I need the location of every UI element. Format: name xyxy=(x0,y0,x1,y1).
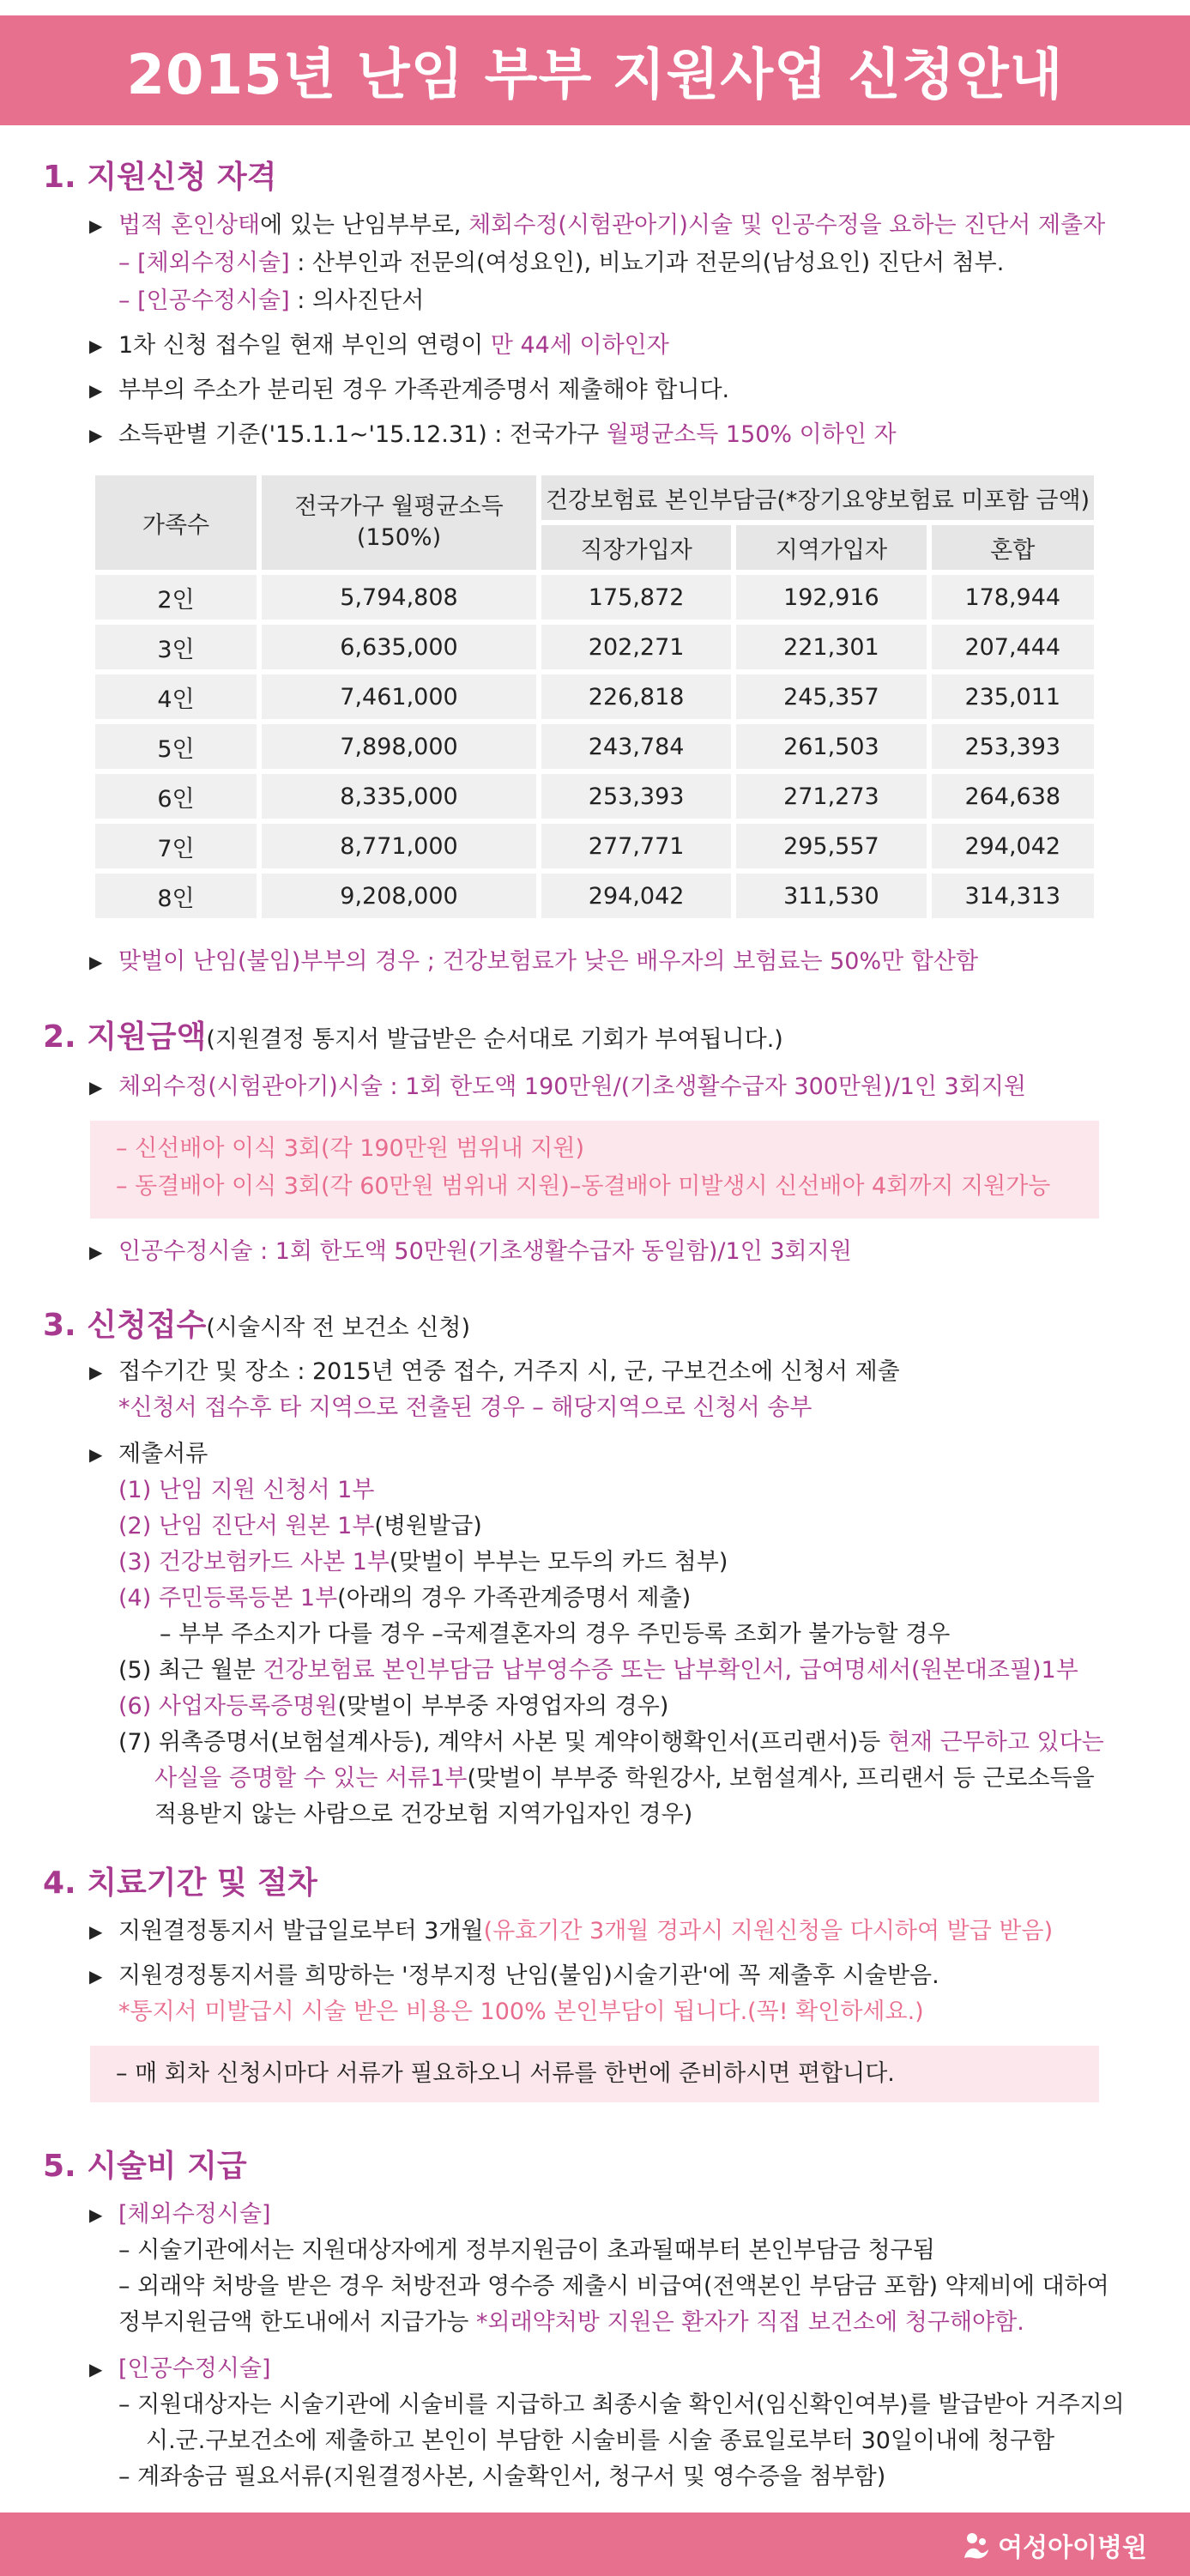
income-table-body xyxy=(95,575,1094,918)
section-1-title: 1. 지원신청 자격 xyxy=(43,160,277,195)
doc-4-sub: – 부부 주소지가 다를 경우 –국제결혼자의 경우 주민등록 조회가 불가능할 경우 xyxy=(160,1621,951,1648)
table-cell: 6인 xyxy=(95,774,257,819)
table-cell: 253,393 xyxy=(932,724,1094,769)
table-cell: 235,011 xyxy=(932,674,1094,719)
page-title: 2015년 난임 부부 지원사업 신청안내 xyxy=(126,44,1064,107)
th-mix: 혼합 xyxy=(932,525,1094,570)
s5-h1-line-2: – 외래약 처방을 받은 경우 처방전과 영수증 제출시 비급여(전액본인 부담금 포함) 약제비에 대하여 xyxy=(118,2273,1109,2300)
table-cell: 8,771,000 xyxy=(262,824,536,868)
s4-note-box xyxy=(90,2046,1099,2102)
title-bar xyxy=(0,15,1190,125)
table-cell: 271,273 xyxy=(736,774,926,819)
s1-bullet-4: ▶ 소득판별 기준('15.1.1~'15.12.31) : 전국가구 월평균소득 150% 이하인 자 xyxy=(118,419,897,451)
table-cell: 7,898,000 xyxy=(262,724,536,769)
s1-bullet-1-sub-2: – [인공수정시술] : 의사진단서 xyxy=(118,287,425,314)
table-cell: 6,635,000 xyxy=(262,625,536,669)
s5-h2-line-3: – 계좌송금 필요서류(지원결정사본, 시술확인서, 청구서 및 영수증을 첨부함) xyxy=(118,2464,886,2490)
table-cell: 7,461,000 xyxy=(262,674,536,719)
doc-7: (7) 위촉증명서(보험설계사등), 계약서 사본 및 계약이행확인서(프리랜서)등 현재 근무하고 있다는 xyxy=(118,1729,1104,1756)
table-cell: 5,794,808 xyxy=(262,575,536,620)
table-cell: 243,784 xyxy=(541,724,731,769)
th-income: 전국가구 월평균소득(150%) xyxy=(262,475,536,570)
s5-h2-line-2: 시.군.구보건소에 제출하고 본인이 부담한 시술비를 시술 종료일로부터 30일이내에 청구함 xyxy=(146,2428,1055,2454)
table-row xyxy=(95,625,1094,669)
section-5-title: 5. 시술비 지급 xyxy=(43,2149,247,2184)
th-health: 건강보험료 본인부담금(*장기요양보험료 미포함 금액) xyxy=(541,475,1094,520)
th-region: 지역가입자 xyxy=(736,525,926,570)
s4-bullet-1: ▶ 지원결정통지서 발급일로부터 3개월(유효기간 3개월 경과시 지원신청을 다시하여 발급 받음) xyxy=(118,1915,1053,1948)
s4-note: – 매 회차 신청시마다 서류가 필요하오니 서류를 한번에 준비하시면 편합니다. xyxy=(116,2060,895,2087)
doc-6: (6) 사업자등록증명원(맞벌이 부부중 자영업자의 경우) xyxy=(118,1693,669,1720)
table-row xyxy=(95,874,1094,918)
table-cell: 207,444 xyxy=(932,625,1094,669)
s3-bullet-1: ▶ 접수기간 및 장소 : 2015년 연중 접수, 거주지 시, 군, 구보건소에 신청서 제출 xyxy=(118,1356,900,1388)
doc-3: (3) 건강보험카드 사본 1부(맞벌이 부부는 모두의 카드 첨부) xyxy=(118,1549,728,1575)
table-cell: 226,818 xyxy=(541,674,731,719)
table-row xyxy=(95,724,1094,769)
th-family: 가족수 xyxy=(95,475,257,570)
s1-bullet-2: ▶ 1차 신청 접수일 현재 부인의 연령이 만 44세 이하인자 xyxy=(118,330,669,362)
s1-bullet-1: ▶ 법적 혼인상태에 있는 난임부부로, 체회수정(시험관아기)시술 및 인공수정을 요하는 진단서 제출자 xyxy=(118,209,1105,242)
s4-bullet-2-note: *통지서 미발급시 시술 받은 비용은 100% 본인부담이 됩니다.(꼭! 확인하세요.) xyxy=(118,1999,924,2025)
table-row xyxy=(95,824,1094,868)
doc-4: (4) 주민등록등본 1부(아래의 경우 가족관계증명서 제출) xyxy=(118,1585,692,1612)
s5-heading-2: ▶ [인공수정시술] xyxy=(118,2353,271,2386)
table-cell: 9,208,000 xyxy=(262,874,536,918)
hospital-logo xyxy=(962,2526,1147,2564)
table-row xyxy=(95,774,1094,819)
doc-5: (5) 최근 월분 건강보험료 본인부담금 납부영수증 또는 납부확인서, 급여명세서(원본대조필)1부 xyxy=(118,1657,1078,1684)
table-cell: 314,313 xyxy=(932,874,1094,918)
table-cell: 264,638 xyxy=(932,774,1094,819)
s5-h2-line-1: – 지원대상자는 시술기관에 시술비를 지급하고 최종시술 확인서(임신확인여부)를 발급받아 거주지의 xyxy=(118,2392,1125,2418)
s5-h1-line-1: – 시술기관에서는 지원대상자에게 정부지원금이 초과될때부터 본인부담금 청구됨 xyxy=(118,2237,935,2264)
s4-bullet-2: ▶ 지원경정통지서를 희망하는 '정부지정 난임(불임)시술기관'에 꼭 제출후 시술받음. xyxy=(118,1960,939,1992)
table-cell: 178,944 xyxy=(932,575,1094,620)
section-4-title: 4. 치료기간 및 절차 xyxy=(43,1865,317,1901)
doc-1: (1) 난임 지원 신청서 1부 xyxy=(118,1477,375,1503)
s2-note-2: – 동결배아 이식 3회(각 60만원 범위내 지원)–동결배아 미발생시 신선배아 4회까지 지원가능 xyxy=(116,1173,1051,1200)
table-row xyxy=(95,575,1094,620)
section-2-title: 2. 지원금액(지원결정 통지서 발급받은 순서대로 기회가 부여됩니다.) xyxy=(43,1019,783,1055)
table-cell: 261,503 xyxy=(736,724,926,769)
table-cell: 8,335,000 xyxy=(262,774,536,819)
s3-bullet-1-note: *신청서 접수후 타 지역으로 전출된 경우 – 해당지역으로 신청서 송부 xyxy=(118,1394,812,1421)
table-cell: 311,530 xyxy=(736,874,926,918)
table-cell: 221,301 xyxy=(736,625,926,669)
s5-h1-line-3: 정부지원금액 한도내에서 지급가능 *외래약처방 지원은 환자가 직접 보건소에 청구해야함. xyxy=(118,2309,1024,2336)
s5-heading-1: ▶ [체외수정시술] xyxy=(118,2198,271,2231)
s2-note-1: – 신선배아 이식 3회(각 190만원 범위내 지원) xyxy=(116,1135,585,1162)
table-row xyxy=(95,674,1094,719)
table-cell: 8인 xyxy=(95,874,257,918)
table-cell: 295,557 xyxy=(736,824,926,868)
s1-bullet-3: ▶ 부부의 주소가 분리된 경우 가족관계증명서 제출해야 합니다. xyxy=(118,374,729,407)
s1-bullet-5: ▶ 맞벌이 난임(불임)부부의 경우 ; 건강보험료가 낮은 배우자의 보험료는 50%만 합산함 xyxy=(118,946,978,978)
table-cell: 2인 xyxy=(95,575,257,620)
table-cell: 175,872 xyxy=(541,575,731,620)
income-table xyxy=(90,470,1099,923)
table-cell: 7인 xyxy=(95,824,257,868)
footer-bar xyxy=(0,2513,1190,2576)
section-3-title: 3. 신청접수(시술시작 전 보건소 신청) xyxy=(43,1308,471,1343)
th-work: 직장가입자 xyxy=(541,525,731,570)
table-cell: 3인 xyxy=(95,625,257,669)
s1-bullet-1-sub-1: – [체외수정시술] : 산부인과 전문의(여성요인), 비뇨기과 전문의(남성요인) 진단서 첨부. xyxy=(118,250,1005,276)
doc-7-line-3: 적용받지 않는 사람으로 건강보험 지역가입자인 경우) xyxy=(154,1801,693,1828)
hospital-logo-text: 여성아이병원 xyxy=(998,2533,1147,2563)
s2-bullet-1: ▶ 체외수정(시험관아기)시술 : 1회 한도액 190만원/(기초생활수급자 300만원)/1인 3회지원 xyxy=(118,1071,1026,1104)
table-cell: 202,271 xyxy=(541,625,731,669)
s2-note-box xyxy=(90,1121,1099,1218)
table-cell: 253,393 xyxy=(541,774,731,819)
table-cell: 192,916 xyxy=(736,575,926,620)
doc-2: (2) 난임 진단서 원본 1부(병원발급) xyxy=(118,1513,482,1539)
s3-bullet-2: ▶ 제출서류 xyxy=(118,1438,208,1471)
hospital-logo-icon xyxy=(962,2531,991,2560)
doc-7-line-2: 사실을 증명할 수 있는 서류1부(맞벌이 부부중 학원강사, 보험설계사, 프리랜서 등 근로소득을 xyxy=(154,1765,1095,1792)
table-cell: 294,042 xyxy=(541,874,731,918)
table-cell: 4인 xyxy=(95,674,257,719)
table-cell: 245,357 xyxy=(736,674,926,719)
s2-bullet-2: ▶ 인공수정시술 : 1회 한도액 50만원(기초생활수급자 동일함)/1인 3회지원 xyxy=(118,1236,852,1268)
table-cell: 5인 xyxy=(95,724,257,769)
table-cell: 277,771 xyxy=(541,824,731,868)
table-cell: 294,042 xyxy=(932,824,1094,868)
